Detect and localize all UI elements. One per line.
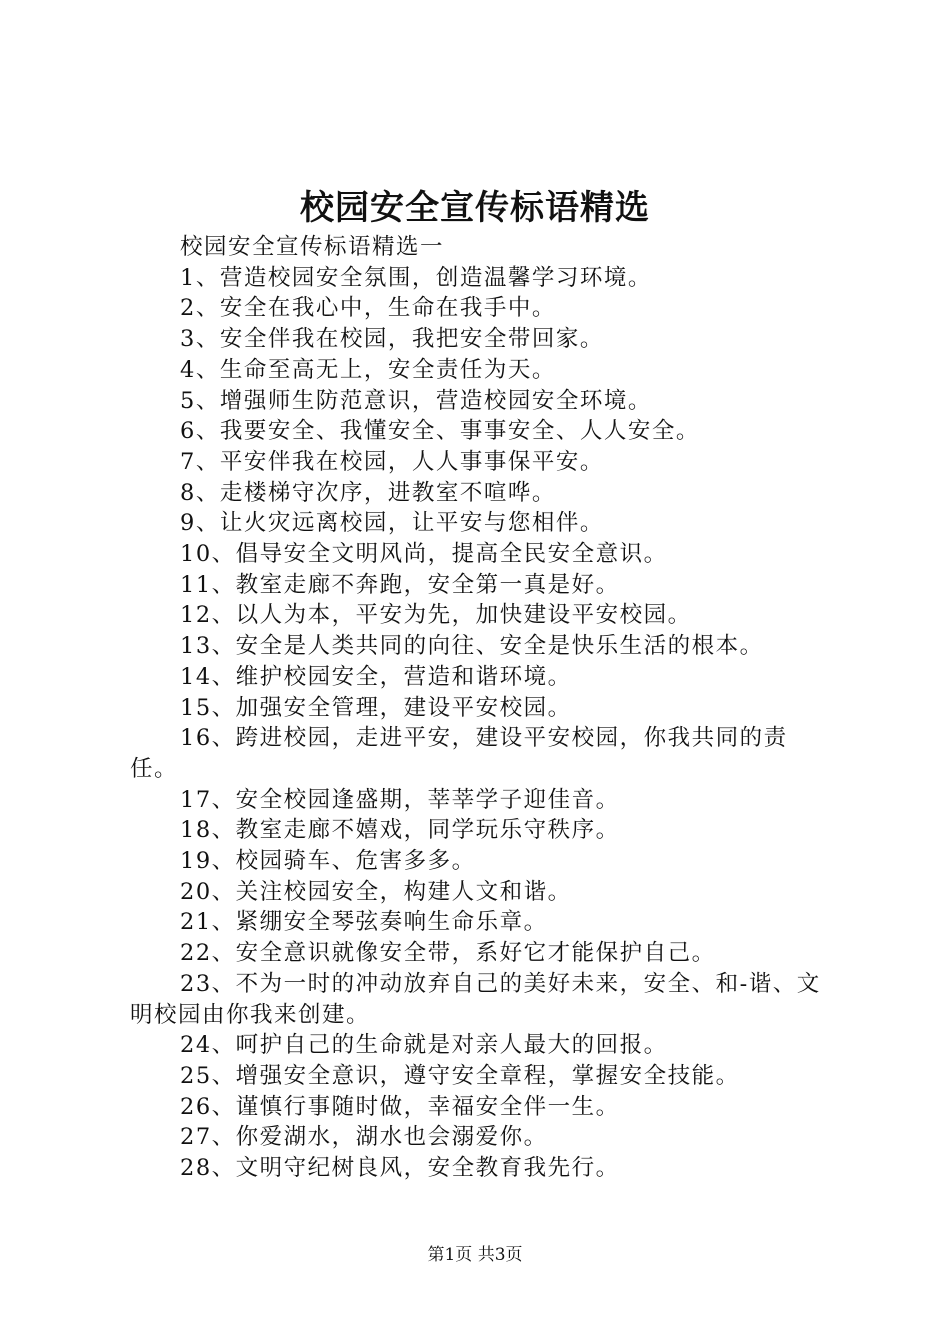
slogan-item: 8、走楼梯守次序，进教室不喧哗。: [180, 479, 556, 506]
slogan-item: 2、安全在我心中，生命在我手中。: [180, 295, 556, 322]
slogan-item: 11、教室走廊不奔跑，安全第一真是好。: [180, 571, 620, 598]
slogan-item: 15、加强安全管理，建设平安校园。: [180, 694, 572, 721]
slogan-item: 5、增强师生防范意识，营造校园安全环境。: [180, 387, 652, 414]
slogan-item: 24、呵护自己的生命就是对亲人最大的回报。: [180, 1032, 668, 1059]
slogan-item: 13、安全是人类共同的向往、安全是快乐生活的根本。: [180, 633, 764, 660]
document-body: [130, 232, 830, 1184]
slogan-item: 28、文明守纪树良风，安全教育我先行。: [180, 1155, 620, 1182]
slogan-item: 25、增强安全意识，遵守安全章程，掌握安全技能。: [180, 1062, 740, 1089]
slogan-item: 20、关注校园安全，构建人文和谐。: [180, 878, 572, 905]
slogan-item: 12、以人为本，平安为先，加快建设平安校园。: [180, 602, 692, 629]
document-title: 校园安全宣传标语精选: [300, 188, 650, 228]
slogan-item: 16、跨进校园，走进平安，建设平安校园，你我共同的责任。: [130, 725, 788, 782]
slogan-item: 1、营造校园安全氛围，创造温馨学习环境。: [180, 264, 652, 291]
slogan-item: 6、我要安全、我懂安全、事事安全、人人安全。: [180, 418, 700, 445]
slogan-item: 26、谨慎行事随时做，幸福安全伴一生。: [180, 1093, 620, 1120]
slogan-item: 17、安全校园逢盛期，莘莘学子迎佳音。: [180, 786, 620, 813]
page-footer: 第1页 共3页: [427, 1245, 523, 1265]
slogan-item: 14、维护校园安全，营造和谐环境。: [180, 663, 572, 690]
slogan-item: 19、校园骑车、危害多多。: [180, 848, 476, 875]
paragraph-heading: 校园安全宣传标语精选一: [180, 234, 445, 260]
slogan-item: 3、安全伴我在校园，我把安全带回家。: [180, 326, 604, 353]
slogan-item: 7、平安伴我在校园，人人事事保平安。: [180, 448, 604, 475]
slogan-item: 21、紧绷安全琴弦奏响生命乐章。: [180, 909, 548, 936]
slogan-item: 18、教室走廊不嬉戏，同学玩乐守秩序。: [180, 817, 620, 844]
slogan-item: 4、生命至高无上，安全责任为天。: [180, 356, 556, 383]
slogan-item: 23、不为一时的冲动放弃自己的美好未来，安全、和-谐、文明校园由你我来创建。: [130, 970, 821, 1028]
slogan-item: 9、让火灾远离校园，让平安与您相伴。: [180, 510, 604, 537]
slogan-item: 22、安全意识就像安全带，系好它才能保护自己。: [180, 940, 716, 967]
slogan-item: 10、倡导安全文明风尚，提高全民安全意识。: [180, 541, 668, 568]
slogan-item: 27、你爱湖水，湖水也会溺爱你。: [180, 1124, 548, 1151]
